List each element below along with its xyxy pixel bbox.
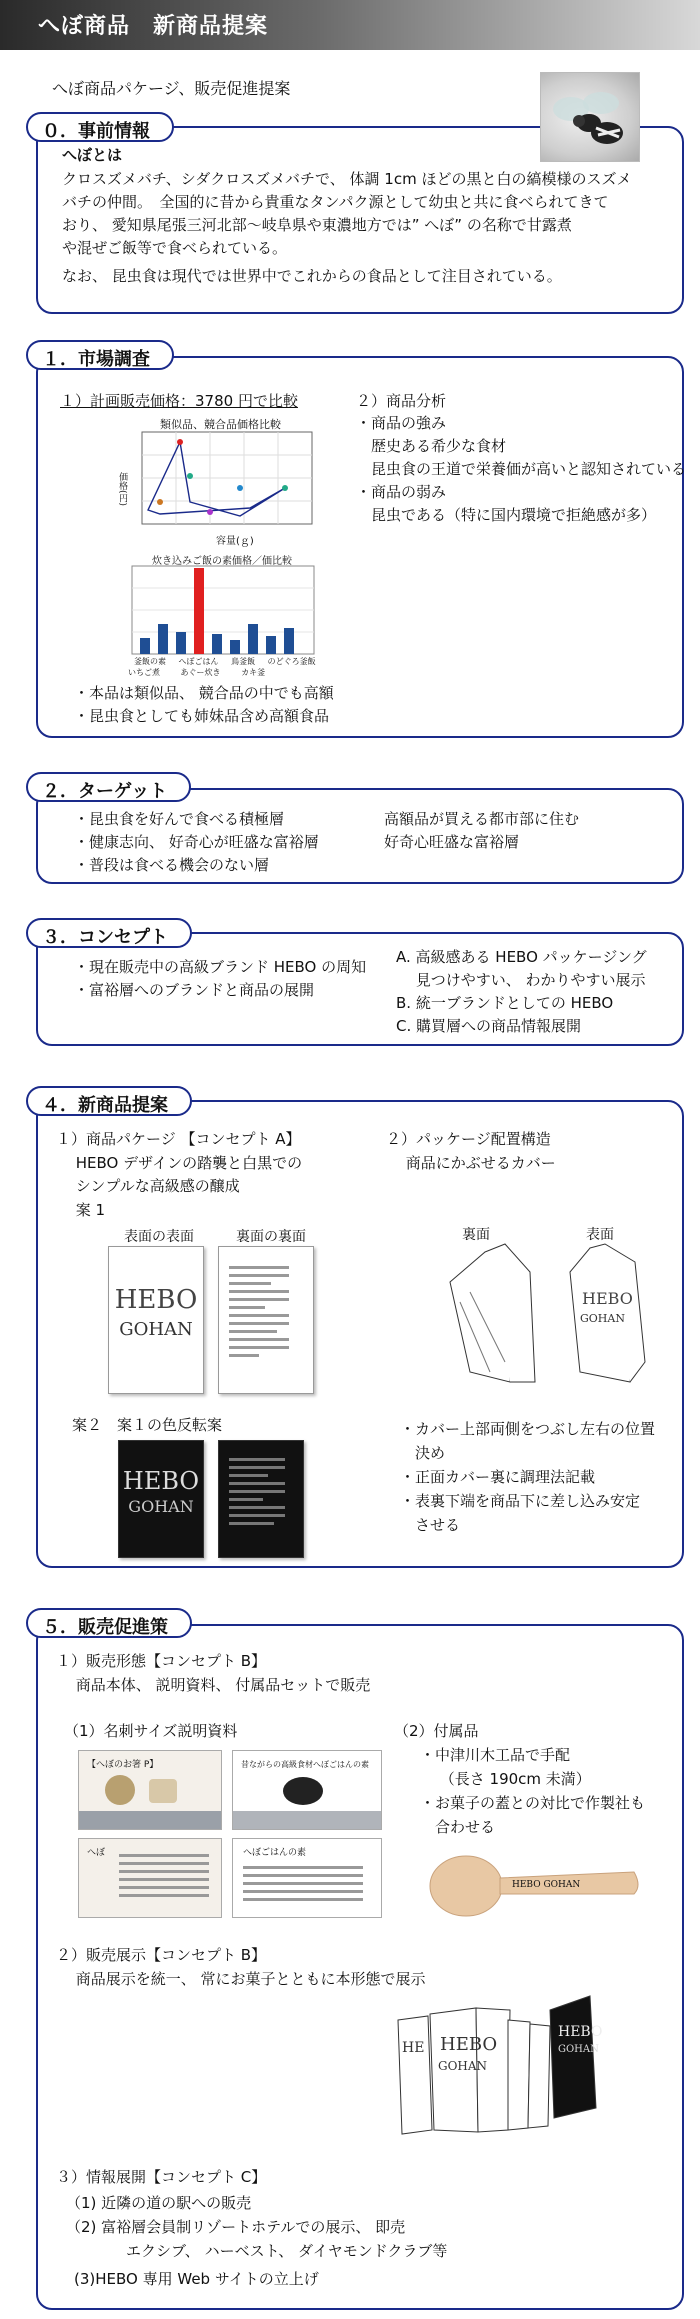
hebo-line-4: や混ぜご飯等で食べられている。 [62, 239, 288, 257]
target-right-line: 高額品が買える都市部に住む [384, 810, 580, 828]
card-photo-4 [232, 1838, 382, 1918]
paddle-label: HEBO GOHAN [512, 1880, 581, 1890]
label-omote: 表面 [586, 1227, 614, 1243]
analysis-line: 昆虫である（特に国内環境で拒絶感が多） [356, 506, 657, 524]
concept-left-line: ・富裕層へのブランドと商品の展開 [74, 981, 315, 999]
analysis-line: 歴史ある希少な食材 [356, 437, 507, 455]
bar-xlabel: のどぐろ釜飯 [267, 657, 316, 666]
package-white-back [218, 1246, 314, 1394]
cover-hebo-text: HEBO [582, 1289, 633, 1308]
accessory-line: （長さ 190cm 未満） [420, 1770, 591, 1788]
bar-xlabel: いちご煮 [128, 668, 160, 677]
title-bar [0, 0, 700, 50]
card-photo-3 [78, 1838, 222, 1918]
analysis-line: ・商品の強み [356, 414, 447, 432]
market-bullet: ・昆虫食としても姉妹品含め高額食品 [74, 707, 330, 725]
hebo-heading: へぼとは [62, 146, 123, 164]
cover-gohan-text: GOHAN [580, 1312, 625, 1325]
scatter-plot-graphic [120, 416, 320, 544]
card-photo-1 [78, 1750, 222, 1830]
accessory-line: ・中津川木工品で手配 [420, 1746, 571, 1764]
cover-structure-diagram [430, 1242, 670, 1392]
recipe-text [229, 1453, 285, 1530]
hebo-line-5: なお、 昆虫食は現代では世界中でこれからの食品として注目されている。 [62, 267, 562, 285]
card-text-lines [243, 1861, 363, 1906]
card-heading: （1）名刺サイズ説明資料 [64, 1722, 238, 1740]
gohan-logo: GOHAN [119, 1319, 193, 1340]
bar-xlabel: カキ釜 [241, 668, 266, 677]
package-head-line: シンプルな高級感の醸成 [56, 1177, 240, 1195]
package-black-front [118, 1440, 204, 1558]
bar-xlabels-bottom [128, 667, 265, 678]
recipe-text [229, 1261, 289, 1362]
card-text: へぼごはんの素 [243, 1848, 307, 1858]
bar-xlabel: へぼごはん [178, 657, 219, 666]
concept-right-line: A. 高級感ある HEBO パッケージング [396, 948, 647, 966]
wasp-photo [540, 72, 640, 162]
market-bullet: ・本品は類似品、 競合品の中でも高額 [74, 684, 334, 702]
svg-text:HEBO: HEBO [558, 2024, 603, 2040]
info-line: エクシブ、 ハーベスト、 ダイヤモンドクラブ等 [66, 2242, 448, 2260]
hebo-line-2: バチの仲間。 全国的に昔から貴重なタンパク源として幼虫と共に食べられてきて [62, 193, 609, 211]
subtitle: へぼ商品パケージ、販売促進提案 [52, 79, 291, 98]
target-right-line: 好奇心旺盛な富裕層 [384, 833, 520, 851]
section-3-box [36, 932, 684, 1046]
price-scatter-chart [117, 416, 320, 547]
analysis-heading: ２）商品分析 [356, 392, 447, 410]
display-diagram [390, 1990, 640, 2140]
scatter-xlabel: 容量(ｇ) [216, 536, 254, 547]
display-line: 商品展示を統一、 常にお菓子とともに本形態で展示 [56, 1970, 426, 1988]
card-photo-2 [232, 1750, 382, 1830]
target-left-line: ・昆虫食を好んで食べる積極層 [74, 810, 285, 828]
svg-text:GOHAN: GOHAN [438, 2059, 488, 2073]
page-title: へぼ商品 新商品提案 [38, 14, 269, 39]
hebo-line-3: おり、 愛知県尾張三河北部～岐阜県や東濃地方では” へぼ” の名称で甘露煮 [62, 216, 572, 234]
scatter-ylabel: 価格(円) [117, 472, 127, 507]
cover-note: させる [400, 1516, 461, 1534]
concept-right-line: B. 統一ブランドとしての HEBO [396, 994, 614, 1012]
price-compare-heading: １）計画販売価格：3780 円で比較 [60, 392, 298, 410]
bar-xlabel: 鳥釜飯 [231, 657, 256, 666]
info-line: （2) 富裕層会員制リゾートホテルでの展示、 即売 [66, 2218, 406, 2236]
card-text: へぼ [87, 1848, 106, 1858]
plan-2-label: 案２ 案１の色反転案 [72, 1416, 223, 1434]
section-4-tag: ４．新商品提案 [26, 1086, 192, 1116]
package-white-front [108, 1246, 204, 1394]
cover-head-line: 商品にかぶせるカバー [386, 1154, 556, 1172]
package-head-line: 案 1 [56, 1201, 106, 1219]
analysis-line: ・商品の弱み [356, 483, 447, 501]
gohan-logo: GOHAN [128, 1497, 194, 1516]
cover-note: ・正面カバー裏に調理法記載 [400, 1468, 596, 1486]
info-heading: ３）情報展開【コンセプト C】 [56, 2168, 267, 2186]
concept-right-line: C. 購買層への商品情報展開 [396, 1017, 582, 1035]
target-left-line: ・健康志向、 好奇心が旺盛な富裕層 [74, 833, 319, 851]
package-head-line: HEBO デザインの踏襲と白黒での [56, 1154, 303, 1172]
bar-xlabel: 釜飯の素 [134, 657, 166, 666]
info-line: （1) 近隣の道の駅への販売 [66, 2194, 252, 2212]
package-black-back [218, 1440, 304, 1558]
concept-left-line: ・現在販売中の高級ブランド HEBO の周知 [74, 958, 367, 976]
card-text: 昔ながらの高級食材へぼごはんの素 [241, 1760, 369, 1769]
cover-note: ・表裏下端を商品下に差し込み安定 [400, 1492, 641, 1510]
card-text: 【へぼのお箸 P】 [87, 1760, 159, 1770]
info-line: (3)HEBO 専用 Web サイトの立上げ [74, 2270, 319, 2288]
display-line: ２）販売展示【コンセプト B】 [56, 1946, 267, 1964]
cover-note: ・カバー上部両側をつぶし左右の位置 [400, 1420, 656, 1438]
section-3-tag: ３．コンセプト [26, 918, 192, 948]
svg-text:HE: HE [402, 2040, 425, 2056]
accessory-line: ・お菓子の蓋との対比で作製社も [420, 1794, 646, 1812]
section-5-tag: ５．販売促進策 [26, 1608, 192, 1638]
analysis-line: 昆虫食の王道で栄養価が高いと認知されている [356, 460, 687, 478]
concept-right-line: 見つけやすい、 わかりやすい展示 [396, 971, 646, 989]
hebo-line-1: クロスズメバチ、シダクロスズメバチで、 体調 1cm ほどの黒と白の縞模様のスズメ [62, 170, 632, 188]
label-front: 表面の表面 [124, 1229, 194, 1245]
sales-form-line: 商品本体、 説明資料、 付属品セットで販売 [56, 1676, 371, 1694]
accessory-line: 合わせる [420, 1818, 496, 1836]
price-bar-chart [124, 552, 320, 678]
section-1-tag: １．市場調査 [26, 340, 174, 370]
hebo-logo: HEBO [122, 1467, 200, 1495]
label-ura: 裏面 [462, 1227, 490, 1243]
scatter-title: 類似品、競合品価格比較 [160, 418, 281, 431]
cover-head-line: ２）パッケージ配置構造 [386, 1130, 551, 1148]
wasp-icon [541, 73, 641, 163]
section-2-tag: ２．ターゲット [26, 772, 191, 802]
section-5-box [36, 1624, 684, 2310]
target-left-line: ・普段は食べる機会のない層 [74, 856, 270, 874]
section-1-box [36, 356, 687, 738]
cover-note: 決め [400, 1444, 446, 1462]
sales-form-line: １）販売形態【コンセプト B】 [56, 1652, 267, 1670]
bar-xlabel: あぐー炊き [180, 668, 221, 677]
bar-title: 炊き込みご飯の素価格／価比較 [152, 556, 292, 567]
card-text-lines [119, 1849, 209, 1902]
hebo-logo: HEBO [114, 1285, 198, 1315]
svg-text:HEBO: HEBO [440, 2034, 498, 2055]
label-back: 裏面の裏面 [236, 1229, 306, 1245]
bar-xlabels-top [134, 656, 316, 667]
accessory-heading: （2）付属品 [394, 1722, 479, 1740]
svg-text:GOHAN: GOHAN [558, 2044, 599, 2055]
package-head-line: １）商品パケージ 【コンセプト A】 [56, 1130, 301, 1148]
section-0-tag: ０．事前情報 [26, 112, 174, 142]
section-4-box [36, 1100, 684, 1568]
